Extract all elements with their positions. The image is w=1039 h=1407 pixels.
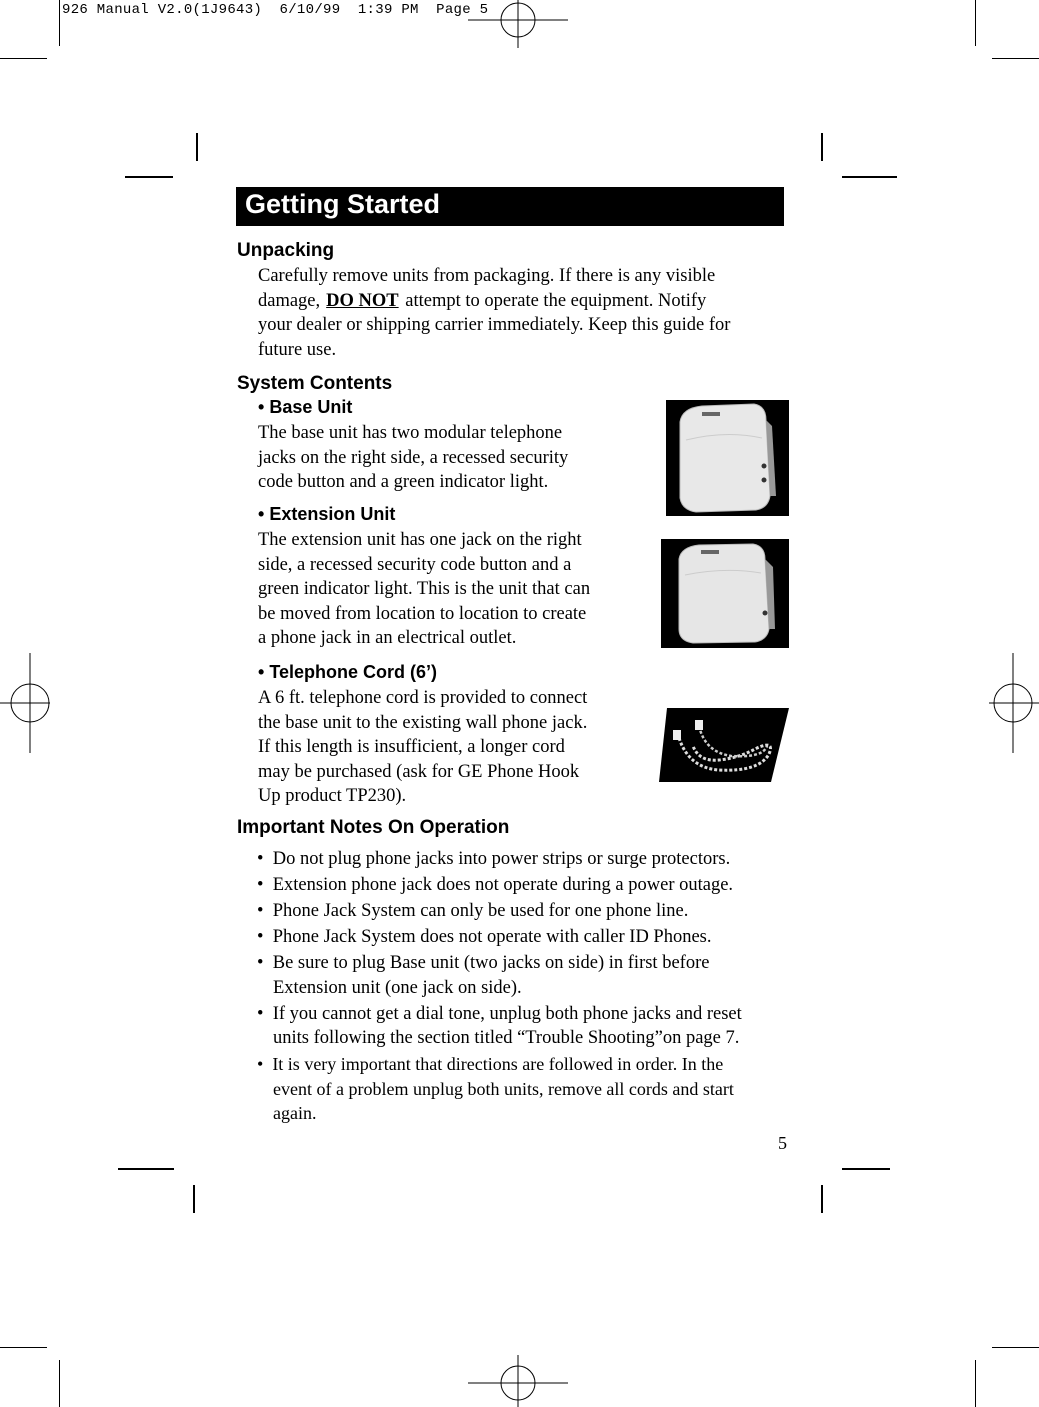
item-name: Telephone Cord (6’) <box>269 662 437 682</box>
unpacking-text <box>258 264 730 362</box>
telephone-cord-text <box>258 686 587 809</box>
text-line: A 6 ft. telephone cord is provided to connect <box>258 688 588 708</box>
page-number: 5 <box>778 1133 787 1153</box>
note-text: Do not plug phone jacks into power strips or surge protectors. <box>272 849 731 869</box>
list-item <box>256 873 796 898</box>
base-unit-illustration <box>666 400 789 516</box>
print-slug: 926 Manual V2.0(1J9643) 6/10/99 1:39 PM Page 5 <box>62 2 489 18</box>
text-fragment: attempt to operate the equipment. Notify <box>405 290 707 311</box>
list-item <box>256 847 796 872</box>
text-line: jacks on the right side, a recessed security <box>258 447 569 468</box>
base-unit-heading <box>258 397 352 418</box>
extension-unit-illustration <box>661 539 789 648</box>
section-title: Getting Started <box>245 189 441 219</box>
extension-unit-heading <box>258 504 395 525</box>
text-line: Up product TP230). <box>258 786 407 807</box>
extension-unit-text <box>258 528 590 651</box>
note-text: Extension phone jack does not operate during a power outage. <box>272 874 734 895</box>
base-unit-photo <box>666 400 789 516</box>
text-line: The base unit has two modular telephone <box>258 423 563 443</box>
text-line: your dealer or shipping carrier immediately. Keep this guide for <box>258 315 731 336</box>
list-item <box>256 925 796 950</box>
item-name: Base Unit <box>269 397 353 417</box>
text-line: Carefully remove units from packaging. If there is any visible <box>258 266 716 286</box>
text-line: units following the section titled “Trouble Shooting”on page 7. <box>273 1028 740 1049</box>
text-line: future use. <box>258 339 337 360</box>
list-item <box>256 1002 796 1051</box>
text-line: the base unit to the existing wall phone jack. <box>258 712 588 733</box>
bullet: • <box>257 1003 264 1024</box>
bullet: • <box>257 952 264 973</box>
bullet: • <box>258 397 265 417</box>
telephone-cord-photo <box>659 708 789 782</box>
text-line: code button and a green indicator light. <box>258 472 549 493</box>
text-line: be moved from location to location to create <box>258 603 587 624</box>
text-line: a phone jack in an electrical outlet. <box>258 628 517 649</box>
extension-unit-photo <box>661 539 789 648</box>
base-unit-text <box>258 421 568 495</box>
note-text: Be sure to plug Base unit (two jacks on side) in first before <box>272 952 710 973</box>
text-line <box>257 873 796 898</box>
system-contents-heading: System Contents <box>237 373 393 394</box>
item-name: Extension Unit <box>269 504 396 524</box>
text-line <box>257 1002 796 1027</box>
text-line: may be purchased (ask for GE Phone Hook <box>258 761 580 782</box>
registration-mark-bottom <box>468 1355 568 1407</box>
text-line: event of a problem unplug both units, remove all cords and start <box>273 1078 734 1099</box>
list-item <box>256 899 796 924</box>
note-text: Phone Jack System can only be used for one phone line. <box>272 900 689 921</box>
text-line: green indicator light. This is the unit that can <box>258 579 591 600</box>
bullet: • <box>257 900 264 921</box>
text-line: again. <box>273 1103 317 1124</box>
notes-heading: Important Notes On Operation <box>237 817 510 838</box>
text-line <box>257 1052 796 1077</box>
text-line <box>257 899 796 924</box>
bullet: • <box>257 849 264 869</box>
list-item <box>256 951 796 1000</box>
text-line <box>257 951 796 976</box>
text-line: Extension unit (one jack on side). <box>273 977 522 998</box>
telephone-cord-heading <box>258 662 437 683</box>
bullet: • <box>257 874 264 895</box>
text-line: The extension unit has one jack on the right <box>258 530 582 550</box>
text-line <box>258 289 730 314</box>
notes-list <box>256 847 796 1127</box>
text-line <box>257 925 796 950</box>
note-text: Phone Jack System does not operate with caller ID Phones. <box>272 926 712 947</box>
bullet: • <box>257 1054 264 1075</box>
section-header <box>236 187 784 226</box>
bullet: • <box>258 504 265 524</box>
list-item <box>256 1052 796 1126</box>
bullet: • <box>258 662 265 682</box>
text-line: side, a recessed security code button and a <box>258 554 572 575</box>
registration-mark-left <box>0 653 50 753</box>
registration-mark-top <box>468 0 568 48</box>
registration-mark-right <box>989 653 1039 753</box>
unpacking-heading: Unpacking <box>237 240 335 261</box>
note-text: If you cannot get a dial tone, unplug both phone jacks and reset <box>272 1003 742 1024</box>
do-not-emphasis: DO NOT <box>326 290 399 311</box>
text-line: If this length is insufficient, a longer cord <box>258 737 565 758</box>
text-fragment: damage, <box>258 290 321 311</box>
note-text: It is very important that directions are followed in order. In the <box>272 1054 724 1075</box>
text-line <box>257 847 796 872</box>
bullet: • <box>257 926 264 947</box>
